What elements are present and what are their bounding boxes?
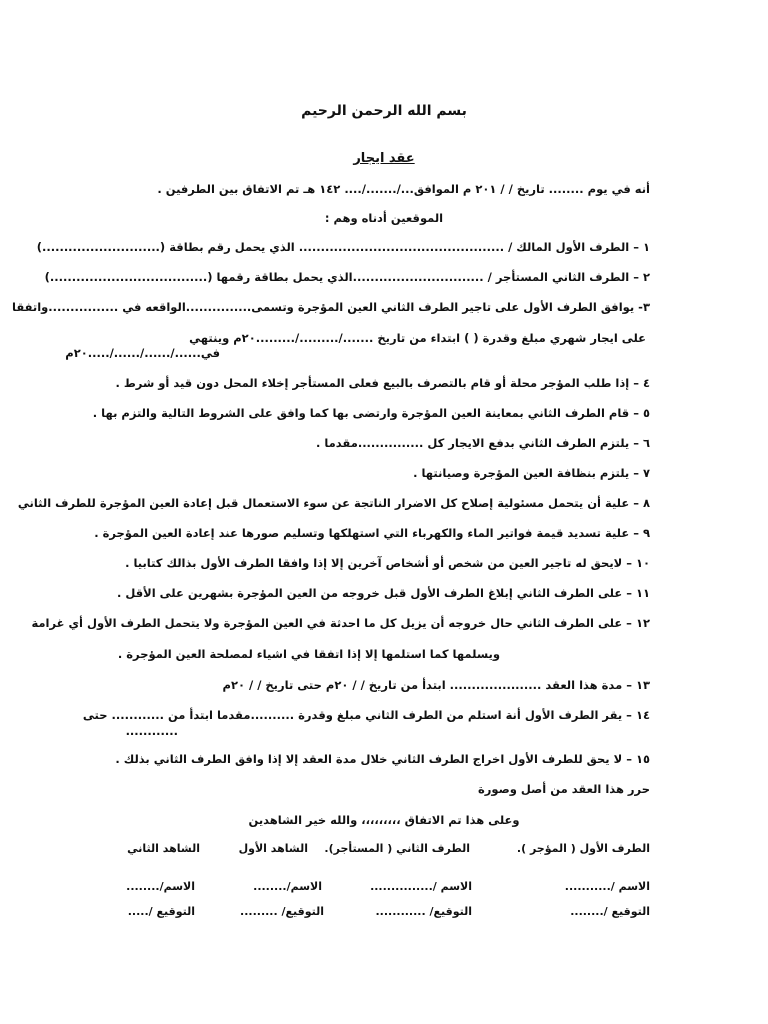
clause-13: ١٣ – مدة هذا العقد ..................... ابتدأ من تاريخ / / ٢٠م حتى تاريخ / / ٢٠م	[222, 678, 650, 692]
clause-14-line-1: ١٤ – يقر الطرف الأول أنة استلم من الطرف الثاني مبلغ وقدرة ..........مقدما ابتدأ من ............ حتى	[82, 708, 650, 722]
clause-4: ٤ – إذا طلب المؤجر محلة أو قام بالتصرف بالبيع فعلى المستأجر إخلاء المحل دون قيد أو شرط .	[115, 376, 650, 390]
witness2-heading: الشاهد الثاني	[127, 842, 200, 855]
clause-11: ١١ – على الطرف الثاني إبلاغ الطرف الأول قبل خروجه من العين المؤجرة بشهرين على الأقل .	[117, 586, 650, 600]
clause-9: ٩ – علية تسديد قيمة فواتير الماء والكهرباء التي استهلكها وتسليم صورها عند إعادة العين المؤجرة .	[94, 526, 650, 540]
witness2-signature-field: التوقيع /.....	[127, 905, 195, 918]
closing-line-2: وعلى هذا تم الاتفاق ،،،،،،،،، والله خير الشاهدين	[248, 813, 520, 827]
party2-name-field: الاسم /...............	[370, 880, 472, 893]
clause-7: ٧ – يلتزم بنظافة العين المؤجرة وصيانتها .	[413, 466, 650, 480]
clause-3-line-3: في....../....../....../.....٢٠م	[65, 346, 220, 360]
document-title: عقد ايجار	[353, 151, 415, 166]
witness1-heading: الشاهد الأول	[238, 842, 308, 855]
clause-14-line-2: ............	[125, 724, 178, 738]
clause-15: ١٥ – لا يحق للطرف الأول اخراج الطرف الثاني خلال مدة العقد إلا إذا وافق الطرف الثاني بذلك .	[115, 752, 650, 766]
clause-8: ٨ – علية أن يتحمل مسئولية إصلاح كل الاضرار الناتجة عن سوء الاستعمال قبل إعادة العين المؤجرة للطرف الثاني	[17, 496, 650, 510]
party2-signature-field: التوقيع/ ............	[375, 905, 472, 918]
party1-heading: الطرف الأول ( المؤجر ).	[516, 842, 650, 855]
clause-10: ١٠ – لايحق له تاجير العين من شخص أو أشخاص آخرين إلا إذا وافقا الطرف الأول بذالك كتابيا .	[125, 556, 650, 570]
party1-signature-field: التوقيع /........	[570, 905, 650, 918]
clause-1: ١ – الطرف الأول المالك / ............................................... الذي يحمل رقم بطاقة (...........................)	[36, 240, 650, 254]
clause-12-line-2: ويسلمها كما استلمها إلا إذا اتفقا في اشياء لمصلحة العين المؤجرة .	[117, 647, 500, 661]
basmala: بسم الله الرحمن الرحيم	[301, 103, 467, 119]
closing-line-1: حرر هذا العقد من أصل وصورة	[478, 782, 650, 796]
clause-6: ٦ – يلتزم الطرف الثاني بدفع الايجار كل ...............مقدما .	[315, 436, 650, 450]
witness1-signature-field: التوقيع/ .........	[240, 905, 324, 918]
clause-5: ٥ – قام الطرف الثاني بمعاينة العين المؤجرة وارتضى بها كما وافق على الشروط التالية والتزم بها .	[92, 406, 650, 420]
clause-12-line-1: ١٢ – على الطرف الثاني حال خروجه أن يزيل كل ما احدثة في العين المؤجرة ولا يتحمل الطرف الأول أي غرامة	[31, 616, 650, 630]
witness1-name-field: الاسم/........	[253, 880, 322, 893]
clause-3-line-1: ٣- يوافق الطرف الأول على تاجير الطرف الثاني العين المؤجرة وتسمى...............الواقعه في ................واتفقا	[12, 300, 650, 314]
witness2-name-field: الاسم/........	[126, 880, 195, 893]
intro-line-2: الموقعين أدناه وهم :	[324, 211, 444, 225]
party1-name-field: الاسم /...........	[564, 880, 650, 893]
party2-heading: الطرف الثاني ( المستأجر).	[324, 842, 470, 855]
clause-2: ٢ – الطرف الثاني المستأجر / ..............................الذي يحمل بطاقة رقمها (....................................)	[44, 270, 650, 284]
clause-3-line-2: على ايجار شهري مبلغ وقدرة ( ) ابتداء من تاريخ ......./........./.........٢٠م وينتهي	[189, 331, 646, 345]
intro-line-1: أنه في يوم ........ تاريخ / / ٢٠١ م الموافق.../......./.... ١٤٢ هـ تم الاتفاق بين الطرفين .	[157, 182, 650, 196]
